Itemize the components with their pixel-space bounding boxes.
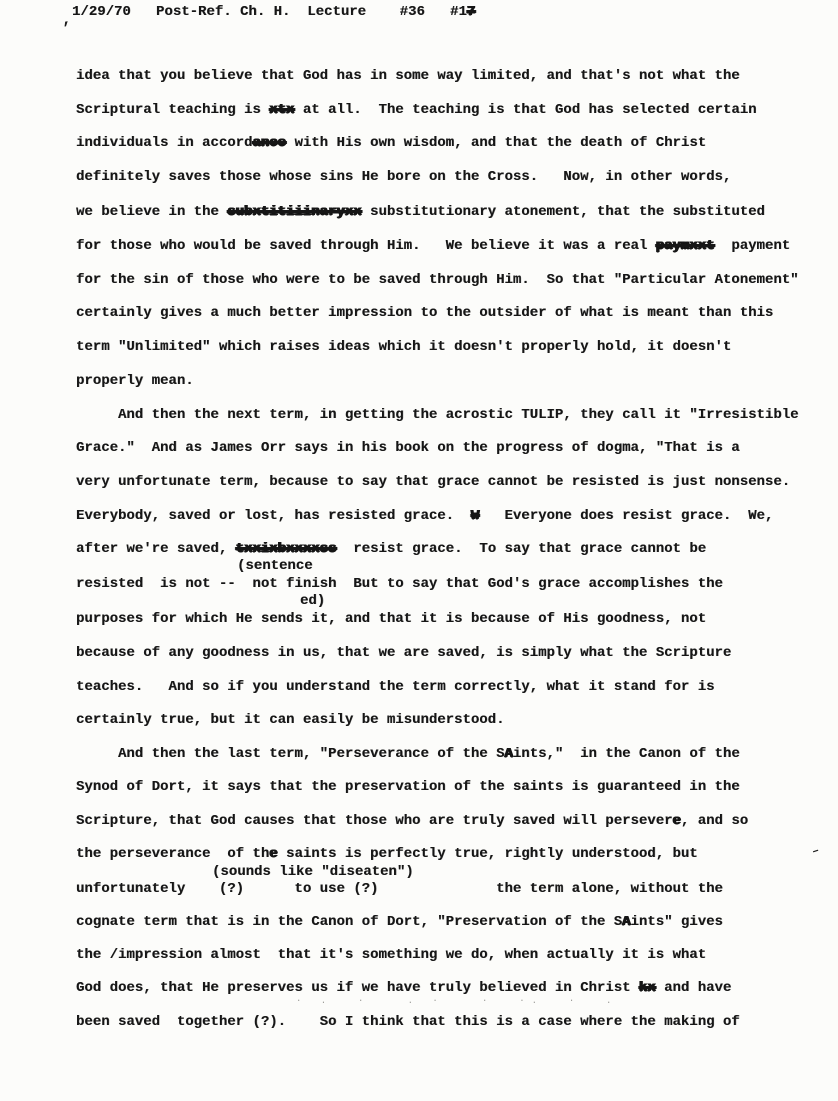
text-line: idea that you believe that God has in some way limited, and that's not what the	[76, 68, 740, 84]
text-line: And then the last term, "Perseverance of the SAints," in the Canon of the	[76, 746, 740, 762]
text-line: And then the next term, in getting the acrostic TULIP, they call it "Irresistible	[76, 407, 799, 423]
text-line: God does, that He preserves us if we have truly believed in Christ kx and have	[76, 980, 732, 996]
text-line: unfortunately (?) to use (?) the term alone, without the	[76, 881, 723, 897]
text-line: after we're saved, txxixbxxxxss resist grace. To say that grace cannot be	[76, 541, 707, 557]
text-line: teaches. And so if you understand the term correctly, what it stand for is	[76, 679, 715, 695]
text-line: the perseverance of the saints is perfectly true, rightly understood, but	[76, 846, 698, 862]
text-line: Grace." And as James Orr says in his book on the progress of dogma, "That is a	[76, 440, 740, 456]
overtyped-strikeout: 7	[466, 4, 476, 20]
text-line: the /impression almost that it's something we do, when actually it is what	[76, 947, 707, 963]
text-line: properly mean.	[76, 373, 194, 389]
text-line: because of any goodness in us, that we are saved, is simply what the Scripture	[76, 645, 732, 661]
text-line: Synod of Dort, it says that the preservation of the saints is guaranteed in the	[76, 779, 740, 795]
text-line: definitely saves those whose sins He bore on the Cross. Now, in other words,	[76, 169, 732, 185]
text-line: for the sin of those who were to be saved through Him. So that "Particular Atonement"	[76, 272, 799, 288]
stray-ink-mark: ’	[60, 19, 73, 39]
text-line: very unfortunate term, because to say that grace cannot be resisted is just nonsense.	[76, 474, 791, 490]
text-line: for those who would be saved through Him. We believe it was a real paymxxt payment	[76, 238, 791, 254]
overtyped-strikeout: ance	[252, 135, 287, 151]
text-line: Scriptural teaching is xtx at all. The teaching is that God has selected certain	[76, 102, 757, 118]
text-line: term "Unlimited" which raises ideas which it doesn't properly hold, it doesn't	[76, 339, 732, 355]
text-line: resisted is not -- not finish But to say that God's grace accomplishes the	[76, 576, 723, 592]
erasure-dots-artifact: · . · . · · ·. · .	[296, 996, 619, 1006]
text-line: been saved together (?). So I think that this is a case where the making of	[76, 1014, 740, 1030]
stray-tick-mark: –	[810, 843, 822, 859]
overtyped-strikeout: kx	[638, 980, 656, 996]
text-line: we believe in the subxtitiiinaryxx substitutionary atonement, that the substituted	[76, 204, 765, 220]
interline-note: ed)	[300, 593, 326, 609]
overtyped-strikeout: paymxxt	[655, 238, 715, 254]
text-line: certainly gives a much better impression to the outsider of what is meant than this	[76, 305, 774, 321]
overtyped-strikeout: W	[470, 508, 480, 524]
interline-note: (sounds like "diseaten")	[212, 864, 414, 880]
overtyped-strikeout: txxixbxxxxss	[235, 541, 337, 557]
text-line: cognate term that is in the Canon of Dort, "Preservation of the SAints" gives	[76, 914, 723, 930]
overtyped-strikeout: subxtitiiinaryxx	[227, 204, 362, 220]
header-line: 1/29/70 Post-Ref. Ch. H. Lecture #36 #17	[72, 4, 476, 20]
overtyped-strikeout: xtx	[269, 102, 295, 118]
text-line: Scripture, that God causes that those who are truly saved will persevere, and so	[76, 813, 749, 829]
interline-note: (sentence	[237, 558, 313, 574]
text-line: purposes for which He sends it, and that it is because of His goodness, not	[76, 611, 707, 627]
text-line: individuals in accordance with His own wisdom, and that the death of Christ	[76, 135, 707, 151]
text-line: certainly true, but it can easily be misunderstood.	[76, 712, 505, 728]
text-line: Everybody, saved or lost, has resisted grace. W Everyone does resist grace. We,	[76, 508, 774, 524]
